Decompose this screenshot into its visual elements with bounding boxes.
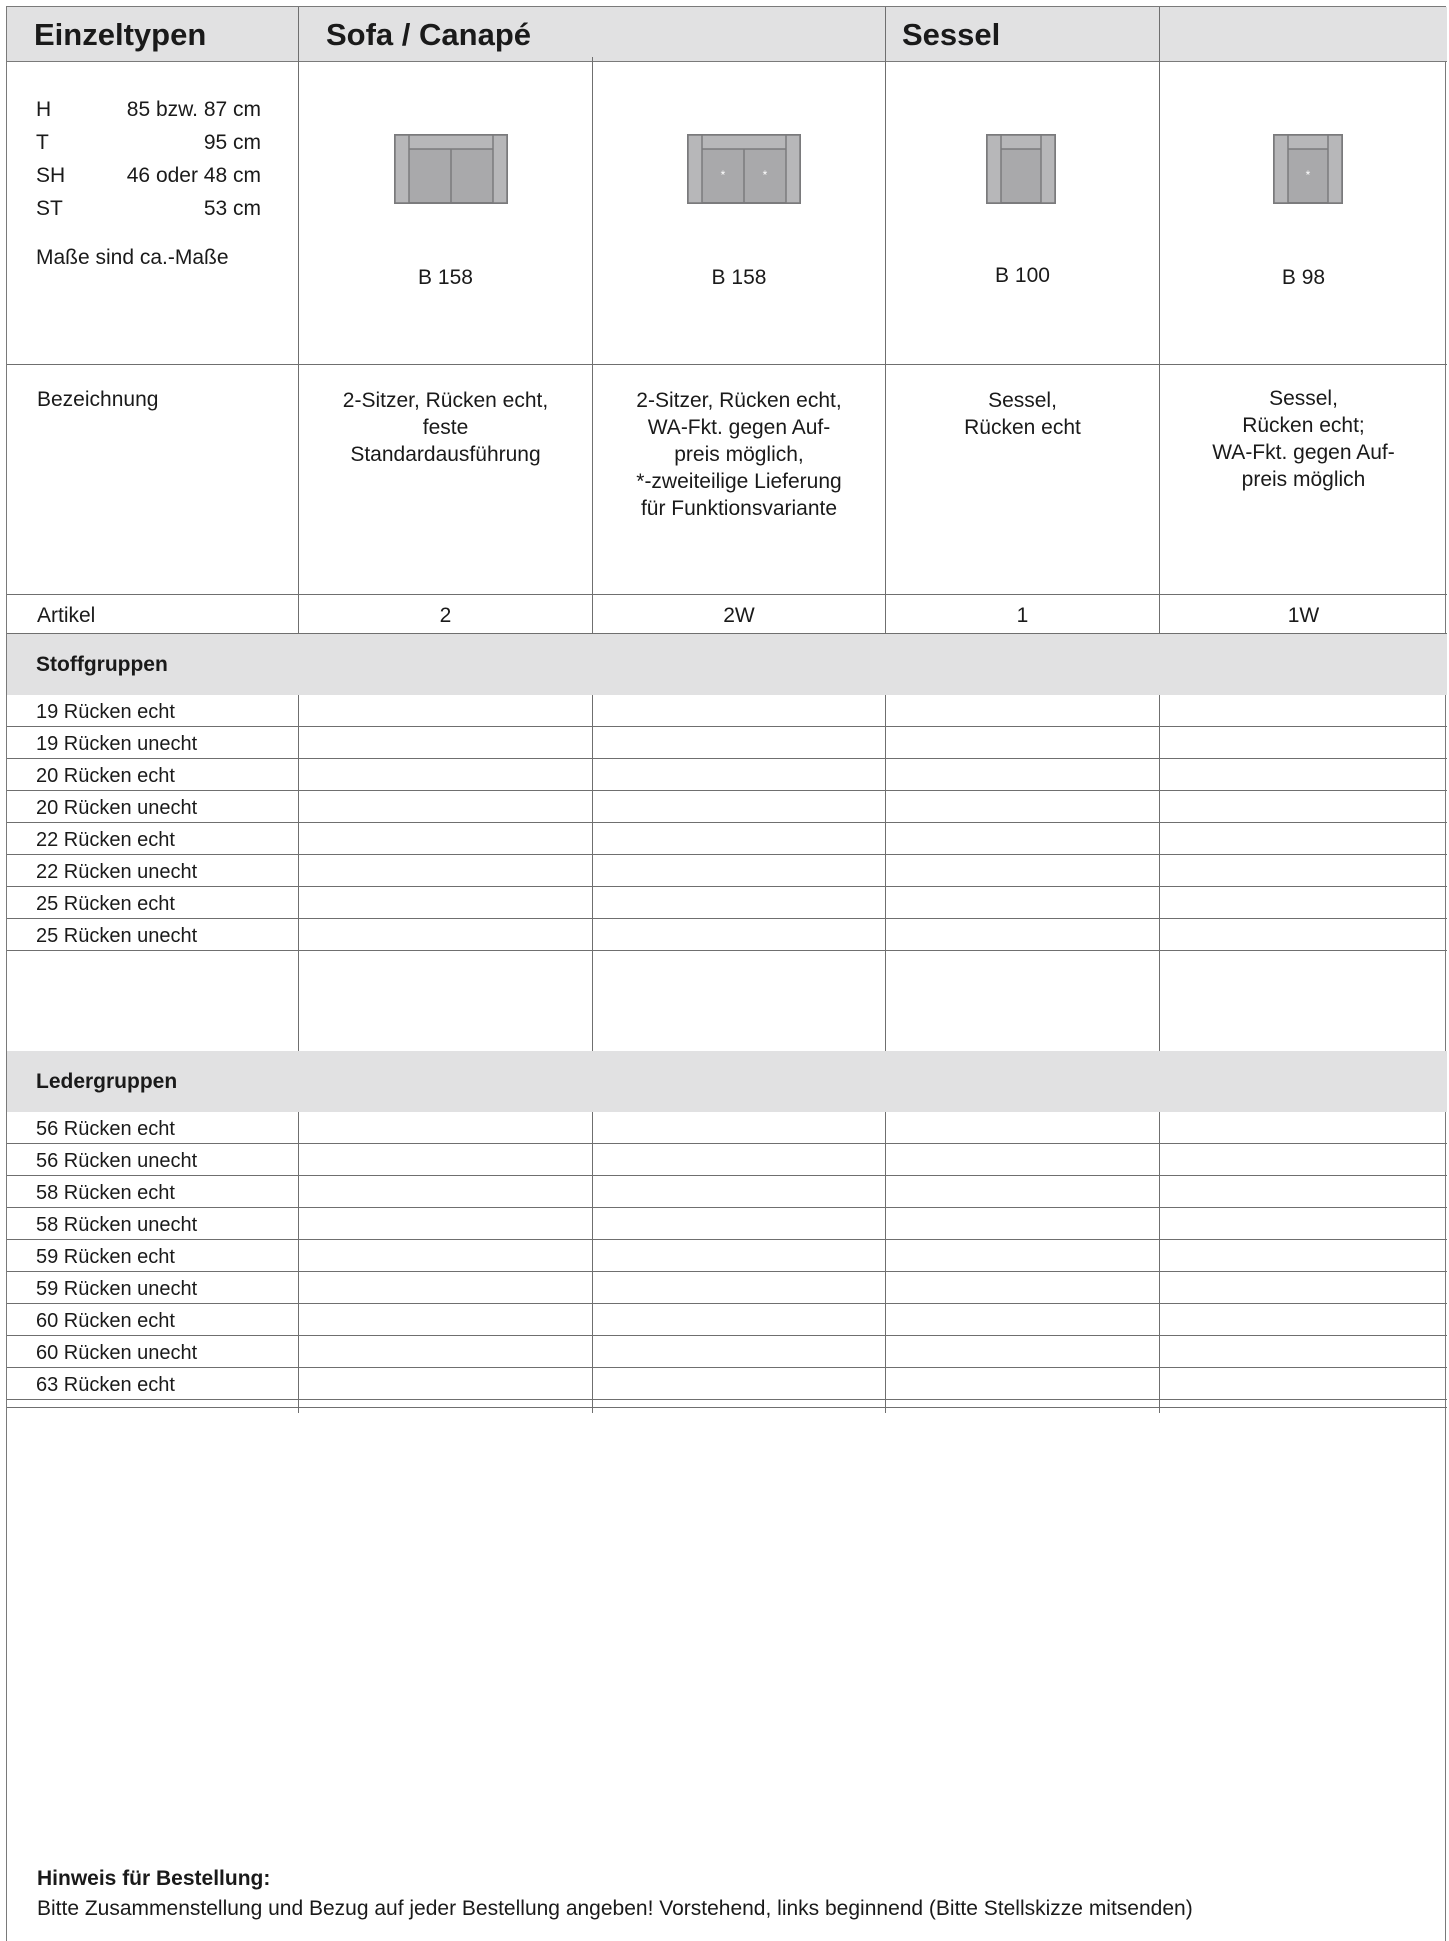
dimension-value: 85 bzw. 87 cm	[126, 98, 261, 121]
fabric-group-label: 22 Rücken echt	[36, 829, 175, 851]
leather-group-label: 59 Rücken echt	[36, 1246, 175, 1268]
leather-groups-heading: Ledergruppen	[7, 1051, 1447, 1112]
row-divider	[7, 364, 1447, 365]
header-einzeltypen: Einzeltypen	[34, 17, 207, 52]
table-row	[7, 759, 1447, 791]
table-row	[7, 1240, 1447, 1272]
dimension-value: 46 oder 48 cm	[126, 164, 261, 187]
dimension-key: SH	[36, 164, 66, 187]
width-label: B 100	[995, 264, 1050, 287]
width-label: B 158	[711, 266, 767, 289]
leather-group-label: 58 Rücken unecht	[36, 1214, 198, 1236]
dimension-key: ST	[36, 197, 63, 220]
width-label: B 98	[1281, 266, 1326, 289]
table-row	[7, 823, 1447, 855]
article-number: 2W	[723, 604, 755, 627]
designation-armchair: Sessel, Rücken echt	[964, 389, 1081, 439]
leather-group-label: 58 Rücken echt	[36, 1182, 175, 1204]
article-number: 1	[1016, 604, 1029, 627]
leather-group-label: 56 Rücken echt	[36, 1118, 175, 1140]
table-row	[7, 1272, 1447, 1304]
svg-text:*: *	[1305, 168, 1311, 182]
leather-group-label: 63 Rücken echt	[36, 1374, 175, 1396]
sofa-2-seat-icon	[394, 134, 508, 204]
table-row	[7, 887, 1447, 919]
header-empty	[1159, 7, 1186, 62]
article-label: Artikel	[37, 604, 96, 627]
article-number: 1W	[1287, 604, 1320, 627]
dimension-value: 95 cm	[203, 131, 261, 154]
fabric-group-label: 25 Rücken unecht	[36, 925, 198, 947]
table-row	[7, 1144, 1447, 1176]
table-row	[7, 1176, 1447, 1208]
leather-group-label: 59 Rücken unecht	[36, 1278, 198, 1300]
fabric-group-label: 19 Rücken echt	[36, 701, 175, 723]
table-row	[7, 1208, 1447, 1240]
designation-sofa-function: 2-Sitzer, Rücken echt, WA-Fkt. gegen Auf- preis möglich, *-zweiteilige Lieferung für Funktionsvariante	[636, 389, 842, 520]
designation-armchair-function: Sessel, Rücken echt; WA-Fkt. gegen Auf- preis möglich	[1212, 387, 1395, 491]
table-row	[7, 791, 1447, 823]
table-row	[7, 727, 1447, 759]
leather-group-label: 60 Rücken echt	[36, 1310, 175, 1332]
header-sofa-canape: Sofa / Canapé	[326, 17, 531, 52]
leather-group-label: 60 Rücken unecht	[36, 1342, 198, 1364]
svg-text:*: *	[720, 168, 726, 182]
fabric-group-label: 22 Rücken unecht	[36, 861, 198, 883]
armchair-function-icon	[1273, 134, 1343, 204]
dimension-value: 53 cm	[203, 197, 261, 220]
dimensions-block	[36, 93, 261, 274]
table-row	[7, 1336, 1447, 1368]
table-row	[7, 1368, 1447, 1400]
designation-sofa: 2-Sitzer, Rücken echt, feste Standardausführung	[342, 389, 549, 466]
width-label: B 158	[418, 266, 473, 289]
fabric-group-label: 19 Rücken unecht	[36, 733, 198, 755]
table-row	[7, 1112, 1447, 1144]
sofa-2-seat-function-icon	[687, 134, 801, 204]
table-row	[7, 919, 1447, 951]
leather-group-label: 56 Rücken unecht	[36, 1150, 198, 1172]
table-row	[7, 855, 1447, 887]
svg-text:*: *	[762, 168, 768, 182]
dimensions-note: Maße sind ca.-Maße	[36, 246, 229, 269]
fabric-group-label: 25 Rücken echt	[36, 893, 175, 915]
table-bottom-border	[7, 1407, 1447, 1408]
table-header	[7, 7, 1447, 62]
fabric-groups-heading: Stoffgruppen	[7, 634, 1447, 695]
fabric-group-label: 20 Rücken echt	[36, 765, 175, 787]
header-sessel: Sessel	[902, 17, 1001, 52]
article-number: 2	[439, 604, 452, 627]
table-row	[7, 695, 1447, 727]
row-divider	[7, 594, 1447, 595]
order-sheet	[6, 6, 1446, 1941]
designation-label: Bezeichnung	[37, 388, 159, 411]
order-hint-text: Bitte Zusammenstellung und Bezug auf jeder Bestellung angeben! Vorstehend, links beginnend (Bitte Stellskizze mitsenden)	[37, 1897, 1193, 1920]
dimension-key: T	[36, 131, 49, 154]
table-row	[7, 1304, 1447, 1336]
armchair-icon	[986, 134, 1056, 204]
order-hint-title: Hinweis für Bestellung:	[37, 1867, 271, 1890]
dimension-key: H	[36, 98, 52, 121]
fabric-group-label: 20 Rücken unecht	[36, 797, 198, 819]
